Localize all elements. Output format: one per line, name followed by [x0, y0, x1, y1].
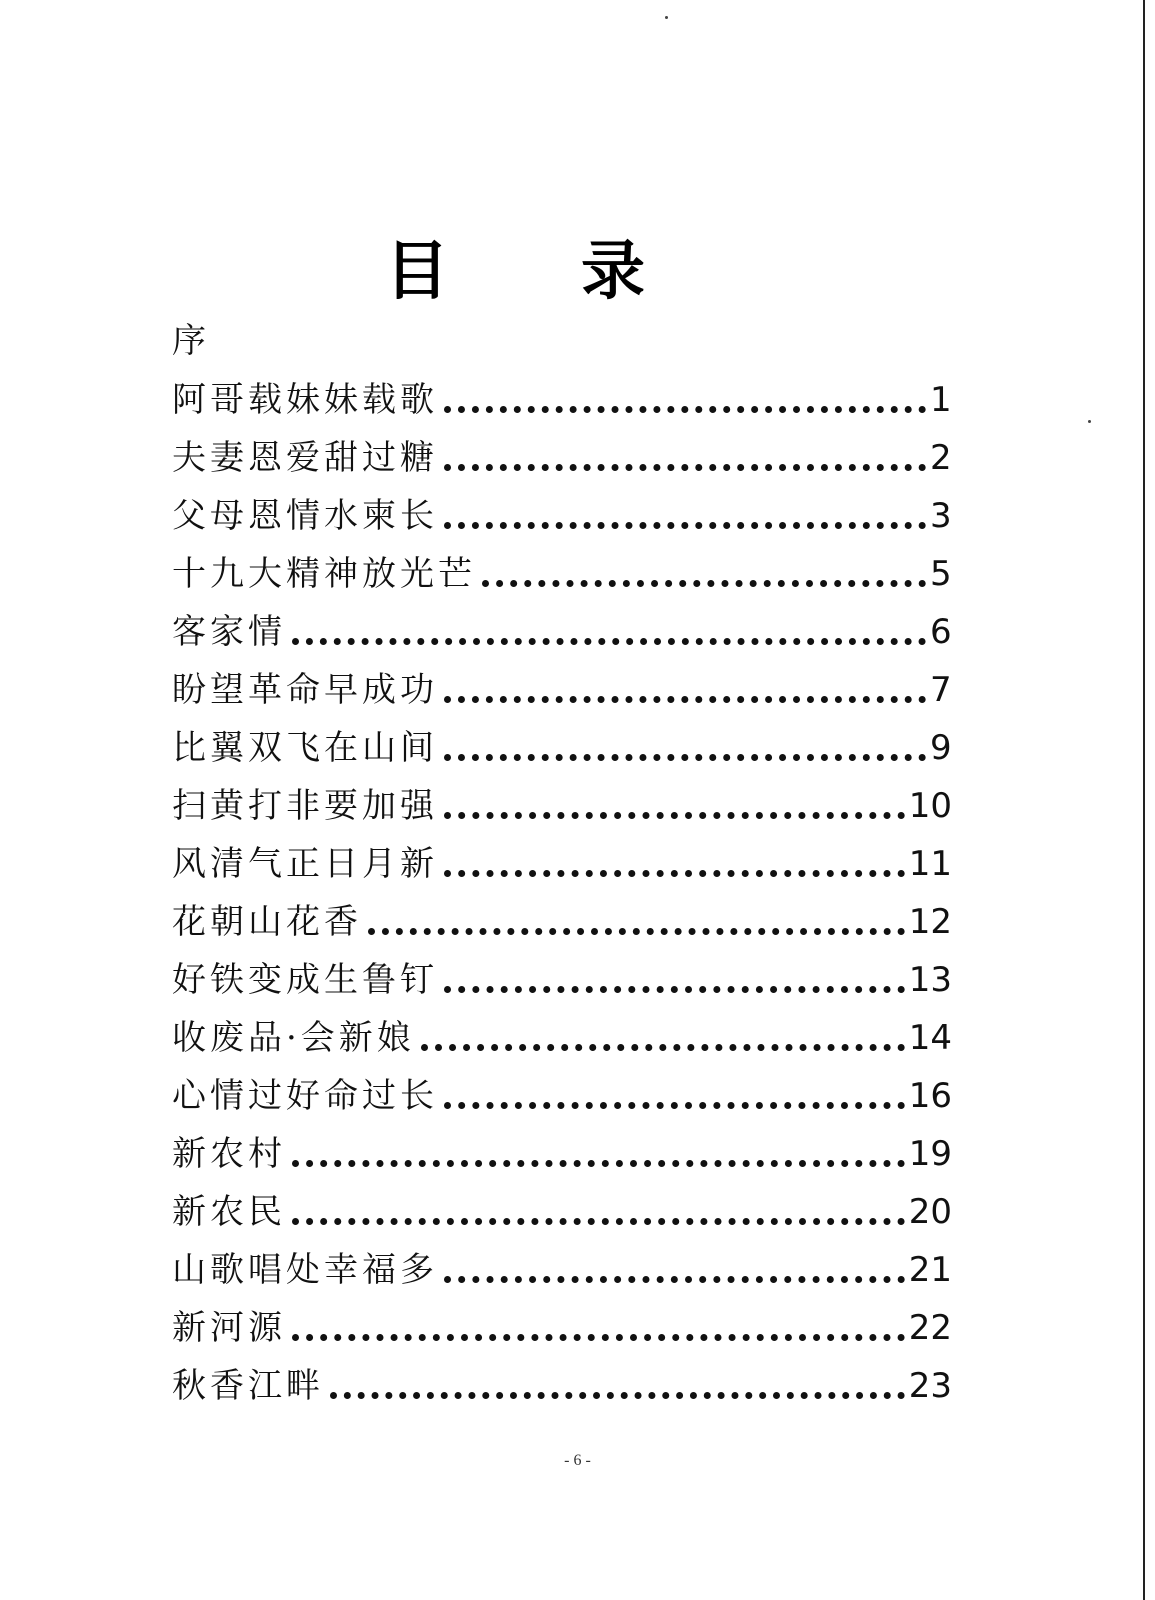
toc-entry-page: 13 — [908, 960, 952, 1000]
toc-entry[interactable] — [172, 1015, 952, 1061]
toc-dot-leader — [444, 986, 905, 993]
toc-entry[interactable] — [172, 1305, 952, 1351]
toc-entry-preface[interactable] — [172, 318, 952, 364]
toc-entry-page: 12 — [908, 902, 952, 942]
toc-entry[interactable] — [172, 493, 952, 539]
toc-title-char-1: 目 — [385, 235, 449, 309]
toc-entry-page: 7 — [930, 670, 952, 710]
toc-dot-leader — [482, 580, 926, 587]
toc-entry-title: 父母恩情水柬长 — [172, 496, 438, 536]
toc-dot-leader — [292, 1160, 905, 1167]
toc-entry-page: 14 — [908, 1018, 952, 1058]
toc-entry-page: 16 — [908, 1076, 952, 1116]
toc-entry-title: 十九大精神放光芒 — [172, 554, 476, 594]
toc-entry-title: 序 — [172, 321, 210, 361]
toc-entry-title: 新农村 — [172, 1134, 286, 1174]
toc-entry[interactable] — [172, 1363, 952, 1409]
toc-entry-title: 比翼双飞在山间 — [172, 728, 438, 768]
scan-edge-line — [1143, 0, 1145, 1600]
toc-dot-leader — [444, 406, 926, 413]
page-number-footer: - 6 - — [564, 1452, 591, 1469]
toc-entry-page: 10 — [908, 786, 952, 826]
toc-entry[interactable] — [172, 1131, 952, 1177]
toc-entry-title: 心情过好命过长 — [172, 1076, 438, 1116]
toc-entry[interactable] — [172, 899, 952, 945]
toc-entry-title: 客家情 — [172, 612, 286, 652]
scan-speck — [665, 16, 668, 19]
toc-dot-leader — [292, 1218, 905, 1225]
toc-title — [385, 232, 645, 312]
toc-entry-title: 阿哥载妹妹载歌 — [172, 380, 438, 420]
toc-dot-leader — [444, 464, 926, 471]
toc-entry[interactable] — [172, 435, 952, 481]
toc-entry-title: 秋香江畔 — [172, 1366, 324, 1406]
toc-entry[interactable] — [172, 725, 952, 771]
scan-speck — [1088, 420, 1091, 423]
toc-dot-leader — [292, 1334, 905, 1341]
toc-entry-title: 新农民 — [172, 1192, 286, 1232]
toc-entry-page: 20 — [908, 1192, 952, 1232]
toc-dot-leader — [444, 522, 926, 529]
toc-title-char-2: 录 — [581, 235, 645, 309]
toc-entry-page: 21 — [908, 1250, 952, 1290]
toc-dot-leader — [421, 1044, 905, 1051]
toc-entry[interactable] — [172, 609, 952, 655]
toc-entry[interactable] — [172, 1189, 952, 1235]
toc-entry-title: 好铁变成生鲁钉 — [172, 960, 438, 1000]
toc-dot-leader — [330, 1392, 905, 1399]
toc-entry[interactable] — [172, 841, 952, 887]
toc-entry[interactable] — [172, 377, 952, 423]
toc-entry[interactable] — [172, 957, 952, 1003]
toc-entry[interactable] — [172, 783, 952, 829]
toc-dot-leader — [444, 1102, 905, 1109]
toc-entry-page: 3 — [930, 496, 952, 536]
toc-entry-title: 风清气正日月新 — [172, 844, 438, 884]
toc-entry-page: 6 — [930, 612, 952, 652]
toc-entry[interactable] — [172, 551, 952, 597]
toc-dot-leader — [368, 928, 905, 935]
toc-entry-page: 23 — [908, 1366, 952, 1406]
toc-entry-page: 1 — [930, 380, 952, 420]
toc-entry-title: 盼望革命早成功 — [172, 670, 438, 710]
toc-entry-title: 收废品·会新娘 — [172, 1018, 415, 1058]
toc-dot-leader — [292, 638, 926, 645]
toc-entry-title: 扫黄打非要加强 — [172, 786, 438, 826]
toc-entry-title: 夫妻恩爱甜过糖 — [172, 438, 438, 478]
toc-entry-title: 山歌唱处幸福多 — [172, 1250, 438, 1290]
toc-entry[interactable] — [172, 667, 952, 713]
toc-entry[interactable] — [172, 1073, 952, 1119]
toc-entry-page: 2 — [930, 438, 952, 478]
toc-entry-title: 新河源 — [172, 1308, 286, 1348]
toc-dot-leader — [444, 754, 926, 761]
toc-dot-leader — [444, 696, 926, 703]
toc-dot-leader — [444, 1276, 905, 1283]
toc-entry-page: 5 — [930, 554, 952, 594]
toc-entry-page: 22 — [908, 1308, 952, 1348]
toc-entry[interactable] — [172, 1247, 952, 1293]
toc-entry-page: 9 — [930, 728, 952, 768]
toc-dot-leader — [444, 812, 905, 819]
toc-dot-leader — [444, 870, 905, 877]
toc-entry-page: 19 — [908, 1134, 952, 1174]
toc-entry-title: 花朝山花香 — [172, 902, 362, 942]
toc-entry-page: 11 — [908, 844, 952, 884]
